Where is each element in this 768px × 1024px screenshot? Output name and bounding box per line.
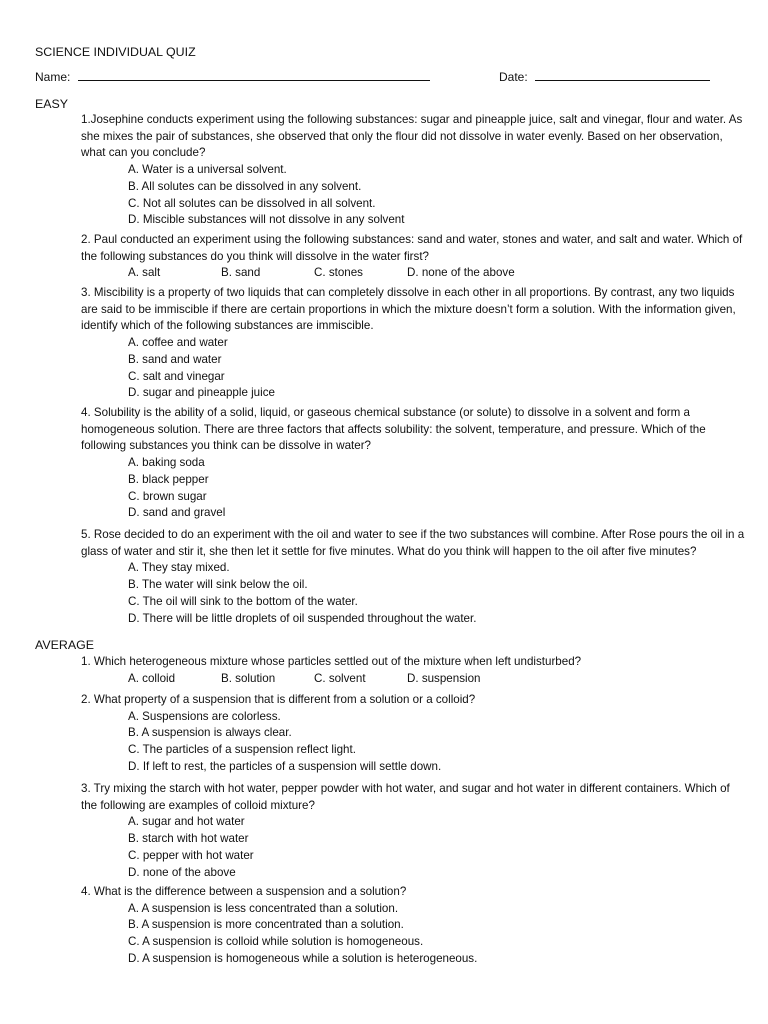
choice-d: D. There will be little droplets of oil suspended throughout the water. [128, 611, 477, 625]
choice-a: A. Water is a universal solvent. [128, 163, 287, 177]
easy-question-4 [81, 405, 745, 522]
choice-b: B. The water will sink below the oil. [128, 578, 308, 592]
choice-b: B. All solutes can be dissolved in any solvent. [128, 179, 362, 193]
choice-c: C. A suspension is colloid while solution is homogeneous. [128, 935, 424, 949]
choice-d: D. sand and gravel [128, 506, 226, 520]
choice-c: C. brown sugar [128, 489, 207, 503]
question-text: 4. What is the difference between a suspension and a solution? [81, 885, 407, 898]
choice-c: C. The particles of a suspension reflect light. [128, 743, 356, 757]
question-text: 3. Try mixing the starch with hot water, pepper powder with hot water, and sugar and hot water in different containers. Which of the following are examples of colloid mixture? [81, 782, 730, 812]
choice-d: D. If left to rest, the particles of a suspension will settle down. [128, 759, 442, 773]
page-title: SCIENCE INDIVIDUAL QUIZ [35, 45, 196, 59]
choice-a: A. coffee and water [128, 336, 228, 350]
question-text: 3. Miscibility is a property of two liquids that can completely dissolve in each other in all proportions. By contrast, any two liquids are said to be immiscible if there are certain proportions in which the mixture doesn’t form a solution. With the information given, identify which of the following substances are immiscible. [81, 286, 736, 333]
date-label: Date: [499, 70, 528, 84]
question-text: 1. Which heterogeneous mixture whose particles settled out of the mixture when left undisturbed? [81, 655, 582, 668]
question-text: 2. What property of a suspension that is different from a solution or a colloid? [81, 693, 476, 706]
choice-d: D. Miscible substances will not dissolve in any solvent [128, 213, 405, 227]
easy-question-1 [81, 112, 745, 229]
choice-a: A. sugar and hot water [128, 815, 245, 829]
choice-c: C. The oil will sink to the bottom of the water. [128, 594, 358, 608]
choice-a: A. colloid [128, 671, 176, 685]
average-question-2 [81, 692, 745, 776]
average-question-3 [81, 781, 745, 881]
average-question-4 [81, 884, 745, 968]
easy-question-5 [81, 527, 745, 627]
choice-b: B. sand and water [128, 352, 222, 366]
name-label: Name: [35, 70, 71, 84]
date-line [499, 69, 710, 86]
choice-c: C. solvent [314, 671, 366, 685]
choice-a: A. A suspension is less concentrated than a solution. [128, 901, 399, 915]
date-blank[interactable] [535, 69, 710, 81]
section-heading-easy: EASY [35, 97, 69, 111]
choice-d: D. sugar and pineapple juice [128, 386, 275, 400]
choice-b: B. A suspension is more concentrated than a solution. [128, 918, 404, 932]
section-heading-average: AVERAGE [35, 638, 94, 652]
question-text: 2. Paul conducted an experiment using the following substances: sand and water, stones and water, and salt and water. Which of the following substances do you think will dissolve in the water first? [81, 233, 743, 263]
easy-question-3 [81, 285, 745, 402]
choice-b: B. A suspension is always clear. [128, 726, 292, 740]
choice-b: B. solution [221, 671, 276, 685]
choice-d: D. none of the above [407, 266, 515, 280]
easy-question-2 [81, 232, 745, 282]
choice-d: D. suspension [407, 671, 481, 685]
choice-c: C. Not all solutes can be dissolved in all solvent. [128, 196, 376, 210]
choice-c: C. stones [314, 266, 363, 280]
question-text: 4. Solubility is the ability of a solid, liquid, or gaseous chemical substance (or solute) to dissolve in a solvent and form a homogeneous solution. There are three factors that affects solubility: the solvent, temperature, and pressure. Which of the following substances you think can be dissolve in water? [81, 406, 706, 453]
choice-a: A. baking soda [128, 456, 205, 470]
choice-a: A. Suspensions are colorless. [128, 709, 281, 723]
choice-b: B. black pepper [128, 472, 209, 486]
choice-d: D. none of the above [128, 865, 236, 879]
choice-a: A. They stay mixed. [128, 561, 230, 575]
question-text: 5. Rose decided to do an experiment with the oil and water to see if the two substances will combine. After Rose pours the oil in a glass of water and stir it, she then let it settle for five minutes. What do you think will happen to the oil after five minutes? [81, 528, 745, 558]
choice-b: B. starch with hot water [128, 832, 249, 846]
name-blank[interactable] [78, 69, 430, 81]
average-question-1 [81, 654, 745, 687]
name-line [35, 69, 430, 86]
choice-c: C. salt and vinegar [128, 369, 225, 383]
question-text: 1.Josephine conducts experiment using the following substances: sugar and pineapple juice, salt and vinegar, flour and water. As she mixes the pair of substances, she observed that only the flour did not dissolve in water evenly. Based on her observation, what can you conclude? [81, 113, 743, 160]
choice-d: D. A suspension is homogeneous while a solution is heterogeneous. [128, 951, 478, 965]
choice-a: A. salt [128, 266, 161, 280]
choice-b: B. sand [221, 266, 261, 280]
choice-c: C. pepper with hot water [128, 848, 254, 862]
